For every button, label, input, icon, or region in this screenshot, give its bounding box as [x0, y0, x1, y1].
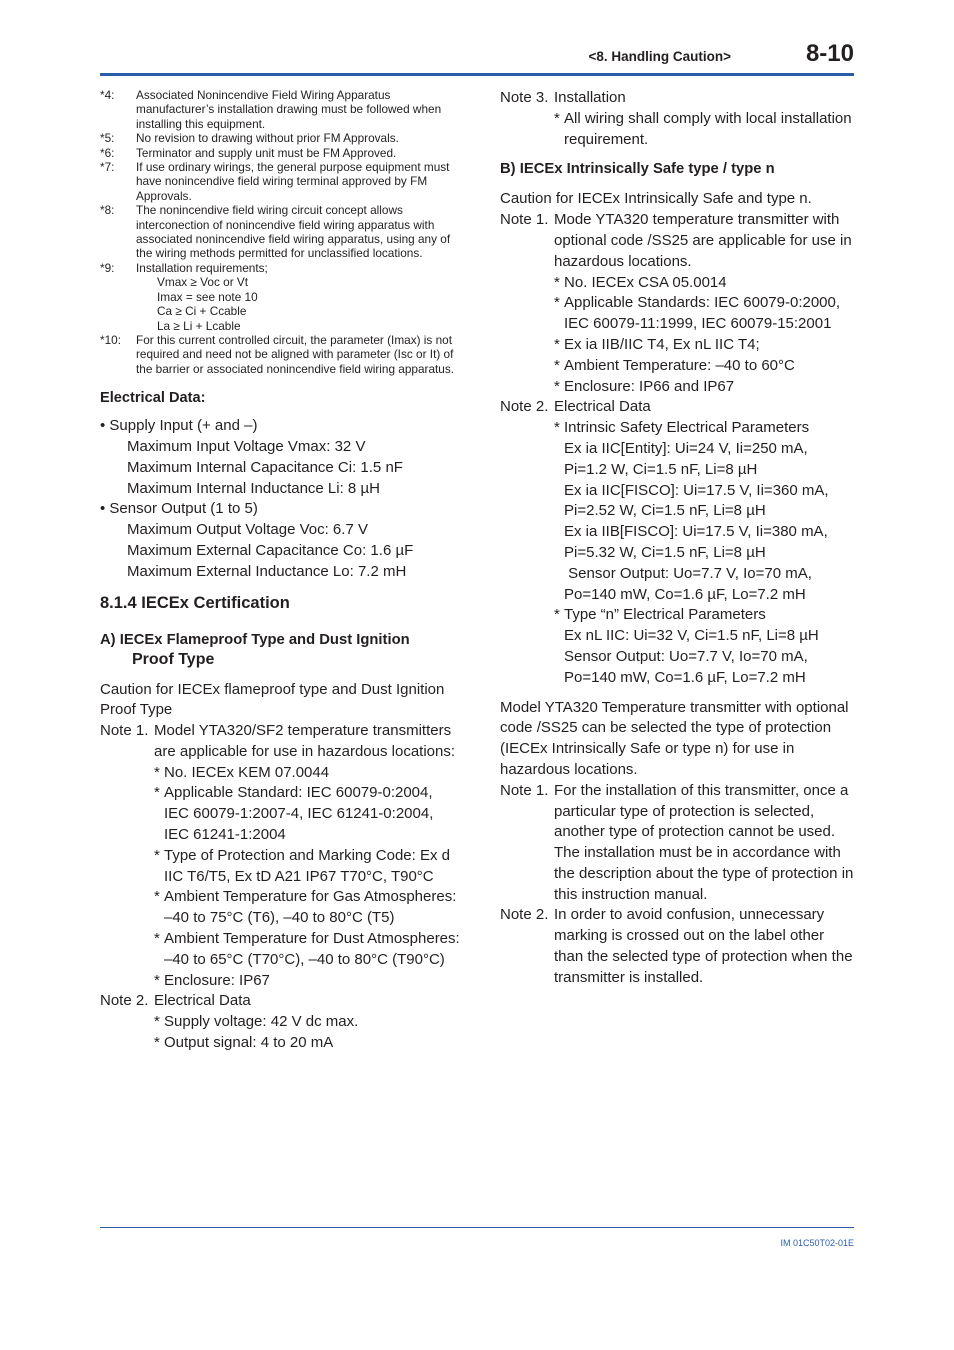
is-note-2: Note 2. Electrical Data [500, 398, 651, 416]
electrical-data: • Supply Input (+ and –) Maximum Input Voltage Vmax: 32 V Maximum Internal Capacitance Ci: 1.5 nF Maximum Internal Inductance Li: 8 µH • Sensor Output (1 to 5) Maximum Output Voltage Voc: 6.7 V Maximum External Capacitance Co: 1.6 µF Maximum External Inductance Lo: 7.2 mH [100, 417, 414, 580]
footer-rule [100, 1227, 854, 1228]
left-column [100, 88, 460, 1054]
list-item: * Intrinsic Safety Electrical Parameters [554, 419, 810, 437]
intrinsic-safe-heading: B) IECEx Intrinsically Safe type / type n [500, 161, 775, 178]
header-section-title: <8. Handling Caution> [588, 49, 731, 64]
list-item: * All wiring shall comply with local installation requirement. [554, 109, 852, 148]
list-item: * No. IECEx KEM 07.0044 [154, 763, 330, 781]
footnote: *8: The nonincendive field wiring circuit concept allows interconection of nonincendive field wiring apparatus with associated nonincendive field wiring apparatus, using any of the wiring methods permitted for unclassified locations. [100, 203, 451, 261]
page-number: 8-10 [805, 40, 854, 67]
note-3: Note 3. Installation [500, 89, 626, 106]
footnote: *5: No revision to drawing without prior FM Approvals. [100, 131, 399, 146]
list-item: * Applicable Standard: IEC 60079-0:2004, IEC 60079-1:2007-4, IEC 61241-0:2004, IEC 61241-1:2004 [154, 784, 434, 844]
list-item: * Type “n” Electrical Parameters [554, 606, 766, 624]
flameproof-intro: Caution for IECEx flameproof type and Dust Ignition Proof Type [100, 680, 445, 719]
footnote: *10: For this current controlled circuit, the parameter (Imax) is not required and need not be aligned with parameter (Isc or It) of the barrier or associated nonincendive field wiring apparatus. [100, 332, 455, 376]
footnote: *7: If use ordinary wirings, the general purpose equipment must have nonincendive field wiring terminal approved by FM Approvals. [100, 160, 450, 203]
list-item: * Ex ia IIB/IIC T4, Ex nL IIC T4; [554, 335, 760, 353]
install-note-1: Note 1. For the installation of this transmitter, once a particular type of protection is selected, another type of protection cannot be used. The installation must be in accordance with the description about the type of protection in this instruction manual. [500, 781, 854, 903]
list-item: * Supply voltage: 42 V dc max. [154, 1013, 359, 1031]
list-item: * Type of Protection and Marking Code: Ex d IIC T6/T5, Ex tD A21 IP67 T70°C, T90°C [154, 846, 450, 885]
list-item: * Ambient Temperature: –40 to 60°C [554, 356, 795, 374]
list-item: * Ambient Temperature for Dust Atmospheres: –40 to 65°C (T70°C), –40 to 80°C (T90°C) [154, 930, 460, 968]
header-rule [100, 73, 854, 76]
install-note-2: Note 2. In order to avoid confusion, unnecessary marking is crossed out on the label other than the selected type of protection when the transmitter is installed. [500, 906, 853, 986]
flameproof-note-1: Note 1. Model YTA320/SF2 temperature transmitters are applicable for use in hazardous locations: [100, 722, 456, 760]
protection-paragraph: Model YTA320 Temperature transmitter with optional code /SS25 can be selected the type of protection (IECEx Intrinsically Safe or type n) for use in hazardous locations. [500, 698, 849, 778]
list-item: * Output signal: 4 to 20 mA [154, 1034, 334, 1052]
footnote: *6: Terminator and supply unit must be FM Approved. [100, 145, 397, 160]
is-note-1: Note 1. Mode YTA320 temperature transmitter with optional code /SS25 are applicable for use in hazardous locations. [500, 211, 852, 270]
section-title: 8.1.4 IECEx Certification [100, 593, 290, 612]
list-item: * Enclosure: IP67 [154, 971, 270, 989]
right-column: Note 3. Installation * All wiring shall comply with local installation requirement. B) IECEx Intrinsically Safe type / type n Caution for IECEx Intrinsically Safe and type n. Note 1. Mode YTA320 temperature transmitter with optional code /SS25 are applicable for use in hazardous locations. * No. IECEx CSA 05.0014 * Applicable Standards: IEC 60079-0:2000, IEC 60079-11:1999, IEC 60079-15:2001 * Ex ia IIB/IIC T4, Ex nL IIC T4; * Ambient Temperature: –40 to 60°C * Enclosure: IP66 and IP67 Note 2. Electrical Data * Intrinsic Safety Electrical Parameters Ex ia IIC[Entity]: Ui=24 V, Ii=250 mA, Pi=1.2 W, Ci=1.5 nF, Li=8 µH Ex ia IIC[FISCO]: Ui=17.5 V, Ii=360 mA, Pi=2.52 W, Ci=1.5 nF, Li=8 µH Ex ia IIB[FISCO]: Ui=17.5 V, Ii=380 mA, Pi=5.32 W, Ci=1.5 nF, Li=8 µH Sensor Output: Uo=7.7 V, Io=70 mA, Po=140 mW, Co=1.6 µF, Lo=7.2 mH * Type “n” Electrical Parameters Ex nL IIC: Ui=32 V, Ci=1.5 nF, Li=8 µH Sensor Output: Uo=7.7 V, Io=70 mA, Po=140 mW, Co=1.6 µF, Lo=7.2 mH Model YTA320 Temperature transmitter with optional code /SS25 can be selected the type of protection (IECEx Intrinsically Safe or type n) for use in hazardous locations. Note 1. For the installation of this transmitter, once a particular type of protection is selected, another type of protection cannot be used. The installation must be in accordance with the description about the type of protection in this instruction manual. Note 2. In order to avoid confusion, unnecessary marking is crossed out on the label other than the selected type of protection when the transmitter is installed. [500, 88, 854, 989]
electrical-data-heading: Electrical Data: [100, 390, 206, 407]
flameproof-note-2: Note 2. Electrical Data [100, 992, 251, 1010]
list-item: * Enclosure: IP66 and IP67 [554, 377, 735, 395]
document-id: IM 01C50T02-01E [780, 1238, 854, 1248]
flameproof-heading: A) IECEx Flameproof Type and Dust Ignition Proof Type [100, 631, 410, 668]
list-item: * Ambient Temperature for Gas Atmospheres: –40 to 75°C (T6), –40 to 80°C (T5) [154, 888, 457, 927]
list-item: * Applicable Standards: IEC 60079-0:2000, IEC 60079-11:1999, IEC 60079-15:2001 [554, 294, 841, 333]
footnote: *9: Installation requirements; Vmax ≥ Voc or Vt Imax = see note 10 Ca ≥ Ci + Ccable La ≥ Li + Lcable [100, 260, 268, 333]
intrinsic-safe-intro: Caution for IECEx Intrinsically Safe and type n. [500, 190, 812, 208]
list-item: * No. IECEx CSA 05.0014 [554, 273, 727, 291]
footnote: *4: Associated Nonincendive Field Wiring Apparatus manufacturer’s installation drawing must be followed when installing this equipment. [100, 88, 442, 131]
footnotes [100, 88, 460, 376]
